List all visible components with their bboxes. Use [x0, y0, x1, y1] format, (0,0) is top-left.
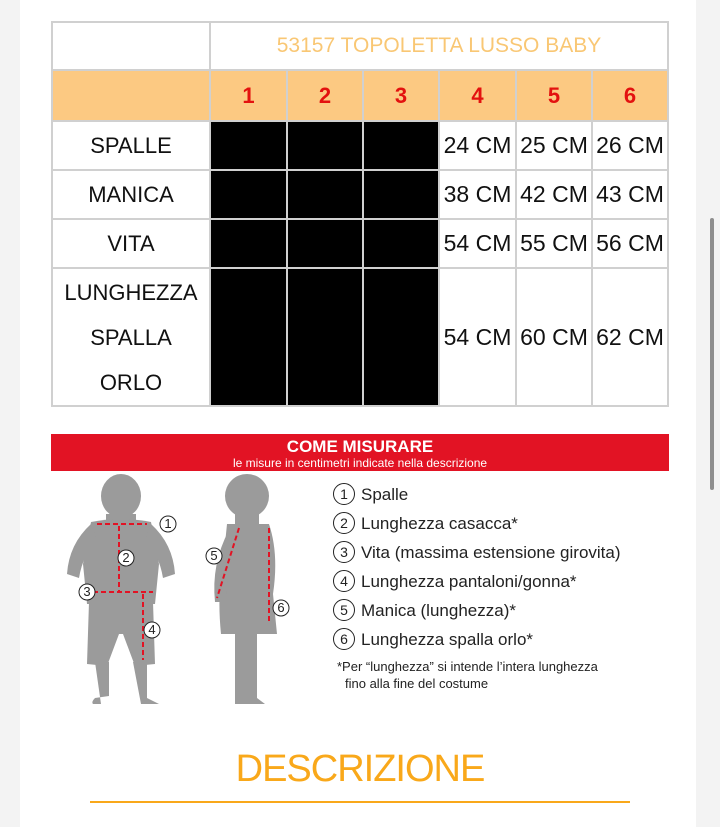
measure-cell: 55 CM [516, 219, 592, 268]
measure-cell: 60 CM [516, 268, 592, 406]
blacked-cell [210, 121, 287, 170]
measure-cell: 56 CM [592, 219, 668, 268]
table-corner-cell [52, 22, 210, 70]
measure-cell: 42 CM [516, 170, 592, 219]
header-blank-cell [52, 70, 210, 121]
list-item [333, 596, 673, 625]
length-note [337, 658, 667, 692]
size-table [51, 21, 669, 407]
size-header: 3 [363, 70, 439, 121]
size-header: 4 [439, 70, 516, 121]
item-number: 2 [333, 512, 355, 534]
row-label: VITA [52, 219, 210, 268]
scrollbar[interactable] [710, 218, 714, 490]
table-row [52, 219, 668, 268]
measure-cell: 62 CM [592, 268, 668, 406]
table-row [52, 170, 668, 219]
list-item [333, 509, 673, 538]
blacked-cell [210, 170, 287, 219]
blacked-cell [287, 170, 363, 219]
blacked-cell [287, 121, 363, 170]
measure-cell: 54 CM [439, 268, 516, 406]
table-row [52, 268, 668, 406]
guide-banner [51, 434, 669, 471]
description-divider [90, 801, 630, 803]
item-text: Vita (massima estensione girovita) [361, 543, 621, 562]
blacked-cell [210, 268, 287, 406]
item-text: Lunghezza pantaloni/gonna* [361, 572, 577, 591]
item-number: 3 [333, 541, 355, 563]
guide-title: COME MISURARE [286, 437, 434, 456]
size-header: 5 [516, 70, 592, 121]
marker-5: 5 [210, 548, 218, 563]
measure-cell: 25 CM [516, 121, 592, 170]
size-header: 1 [210, 70, 287, 121]
measure-cell: 26 CM [592, 121, 668, 170]
child-figures-illustration [51, 474, 331, 754]
item-number: 6 [333, 628, 355, 650]
list-item [333, 480, 673, 509]
list-item [333, 538, 673, 567]
item-text: Spalle [361, 485, 409, 504]
list-item [333, 567, 673, 596]
row-label: SPALLE [52, 121, 210, 170]
row-label-line: LUNGHEZZA [64, 279, 198, 305]
measure-cell: 54 CM [439, 219, 516, 268]
item-number: 1 [333, 483, 355, 505]
measure-list [333, 480, 673, 654]
blacked-cell [363, 268, 439, 406]
item-number: 5 [333, 599, 355, 621]
item-text: Lunghezza casacca* [361, 514, 518, 533]
description-heading: DESCRIZIONE [235, 748, 485, 790]
measure-guide [51, 434, 669, 691]
marker-2: 2 [122, 550, 130, 565]
item-text: Manica (lunghezza)* [361, 601, 516, 620]
blacked-cell [363, 170, 439, 219]
blacked-cell [287, 268, 363, 406]
marker-6: 6 [277, 600, 285, 615]
blacked-cell [363, 219, 439, 268]
measure-cell: 43 CM [592, 170, 668, 219]
note-line: *Per “lunghezza” si intende l’intera lunghezza [337, 659, 598, 674]
item-text: Lunghezza spalla orlo* [361, 630, 534, 649]
guide-subtitle: le misure in centimetri indicate nella descrizione [232, 456, 488, 470]
table-row [52, 121, 668, 170]
blacked-cell [210, 219, 287, 268]
size-header: 6 [592, 70, 668, 121]
marker-3: 3 [83, 584, 91, 599]
marker-1: 1 [164, 516, 172, 531]
marker-4: 4 [148, 622, 156, 637]
row-label: MANICA [52, 170, 210, 219]
row-label-line: SPALLA [90, 324, 172, 350]
note-line: fino alla fine del costume [345, 676, 489, 691]
list-item [333, 625, 673, 654]
table-title: 53157 TOPOLETTA LUSSO BABY [210, 22, 668, 70]
child-side-figure [214, 474, 277, 704]
row-label [52, 268, 210, 406]
measure-cell: 24 CM [439, 121, 516, 170]
size-header: 2 [287, 70, 363, 121]
item-number: 4 [333, 570, 355, 592]
measure-cell: 38 CM [439, 170, 516, 219]
row-label-line: ORLO [99, 369, 163, 395]
blacked-cell [363, 121, 439, 170]
blacked-cell [287, 219, 363, 268]
